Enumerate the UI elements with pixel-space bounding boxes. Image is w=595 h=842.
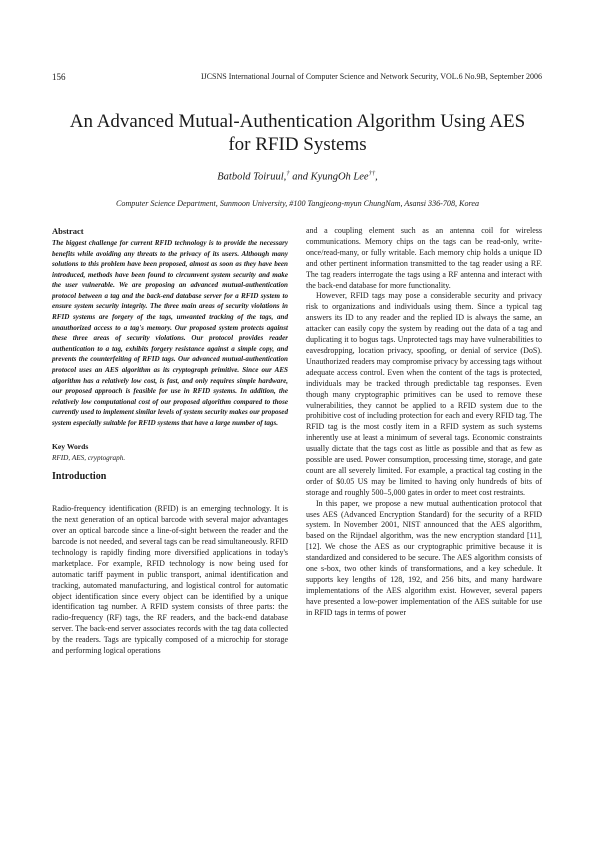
affiliation: Computer Science Department, Sunmoon University, #100 Tangjeong-myun ChungNam, Asansi 336-708, Korea xyxy=(116,199,479,208)
author-list xyxy=(0,170,595,183)
introduction-paragraph-1: Radio-frequency identification (RFID) is an emerging technology. It is the next generation of an optical barcode with several major advantages over an optical barcode since a line-of-sight between the reader and the barcode is not needed, and several tags can be read simultaneously. RFID technology is rapidly finding more diversified applications in today's marketplace. For example, RFID technology is now being used for automatic tariff payment in public transport, animal identification and tracking, automated manufacturing, and logistical control for automatic object identification since every object can be identified by a unique identification tag number. A RFID system consists of three parts: the radio-frequency (RF) tags, the RF readers, and the back-end database server. The back-end server associates records with the tag data collected by the readers. Tags are typically composed of a microchip for storage and performing logical operations xyxy=(52,504,288,656)
running-header: IJCSNS International Journal of Computer Science and Network Security, VOL.6 No.9B, September 2006 xyxy=(200,72,542,81)
abstract-text: The biggest challenge for current RFID technology is to provide the necessary benefits while avoiding any threats to the privacy of its users. Although many solutions to this problem have been proposed, almost as soon as they have been introduced, methods have been found to circumvent system security and make the user vulnerable. We are proposing an advanced mutual-authentication protocol between a tag and the back-end database server for a RFID system to ensure system security integrity. The three main areas of security violations in RFID systems are forgery of the tags, unwanted tracking of the tags, and unauthorized access to a tag's memory. Our proposed system protects against these three areas of security violations. Our protocol provides reader authentication to a tag, exhibits forgery resistance against a simple copy, and prevents the counterfeiting of RFID tags. Our advanced mutual-authentication protocol uses an AES algorithm as its cryptograph primitive. Since our AES algorithm has a relatively low cost, is fast, and only requires simple hardware, our proposed approach is feasible for use in RFID systems. In addition, the relatively low computational cost of our proposed algorithm compared to those currently used to implement similar levels of system security makes our proposed system especially suitable for RFID systems that have a large number of tags. xyxy=(52,238,288,427)
introduction-heading: Introduction xyxy=(52,471,107,483)
author-2: KyungOh Lee xyxy=(310,171,369,183)
introduction-paragraph-1-continued: and a coupling element such as an antenna coil for wireless communications. Memory chips on the tags can be read-only, write-once/read-many, or fully writable. Each memory chip holds a unique ID and other pertinent information transmitted to the tag reader using a RF. The tag readers interrogate the tags using a RF antenna and interact with the back-end database for more functionality. xyxy=(306,226,542,290)
author-1-mark: † xyxy=(286,170,290,177)
introduction-paragraph-2: However, RFID tags may pose a considerable security and privacy risk to organizations and individuals using them. Since a typical tag answers its ID to any reader and the replied ID is always the same, an attacker can easily copy the system by reading out the data of a tag and duplicating it to bogus tags. Unprotected tags may have vulnerabilities to eavesdropping, location privacy, spoofing, or denial of service (DoS). Unauthorized readers may compromise privacy by accessing tags without adequate access control. Even when the content of the tags is protected, individuals may be tracked through predictable tag responses. Even though many cryptographic primitives can be used to remove these vulnerabilities, they cannot be applied to a RFID system due to the prohibitive cost of including protection for each and every RFID tag. The RFID tag is the most costly item in a RFID system as such systems inherently use at least a minimum of several tags. Economic constraints usually dictate that the tags cost as little as possible and that as few as possible are used. Power consumption, processing time, storage, and gate count are all severely limited. For example, a practical tag costing in the order of $0.05 US may be limited to having only hundreds of bits of storage and roughly 500–5,000 gates in order to meet cost restraints. xyxy=(306,291,542,497)
introduction-paragraph-3: In this paper, we propose a new mutual authentication protocol that uses AES (Advanced Encryption Standard) for the security of a RFID system. In November 2001, NIST announced that the AES algorithm, based on the Rijndael algorithm, was the new encryption standard [11], [12]. We chose the AES as our cryptographic primitive because it is standardized and considered to be secure. The AES algorithm consists of one s-box, two other kinds of transformations, and a key schedule. It supports key lengths of 128, 192, and 256 bits, and many hardware implementations of the AES algorithm exist. However, several papers have presented a low-power implementation of the AES suitable for use in RFID tags in terms of power xyxy=(306,498,542,617)
author-1: Batbold Toiruul, xyxy=(217,171,287,183)
title-line-1: An Advanced Mutual-Authentication Algorithm Using AES xyxy=(69,111,526,132)
author-conjunction: and xyxy=(289,171,311,183)
page-number: 156 xyxy=(52,72,66,82)
keywords-heading: Key Words xyxy=(52,441,89,451)
abstract-heading: Abstract xyxy=(52,226,84,236)
author-list-end: , xyxy=(375,171,378,183)
right-column xyxy=(306,226,542,619)
paper-title xyxy=(40,110,555,156)
author-2-mark: †† xyxy=(368,170,376,177)
left-column xyxy=(52,226,288,657)
title-line-2: for RFID Systems xyxy=(228,134,367,155)
keywords-text: RFID, AES, cryptograph. xyxy=(52,453,126,462)
